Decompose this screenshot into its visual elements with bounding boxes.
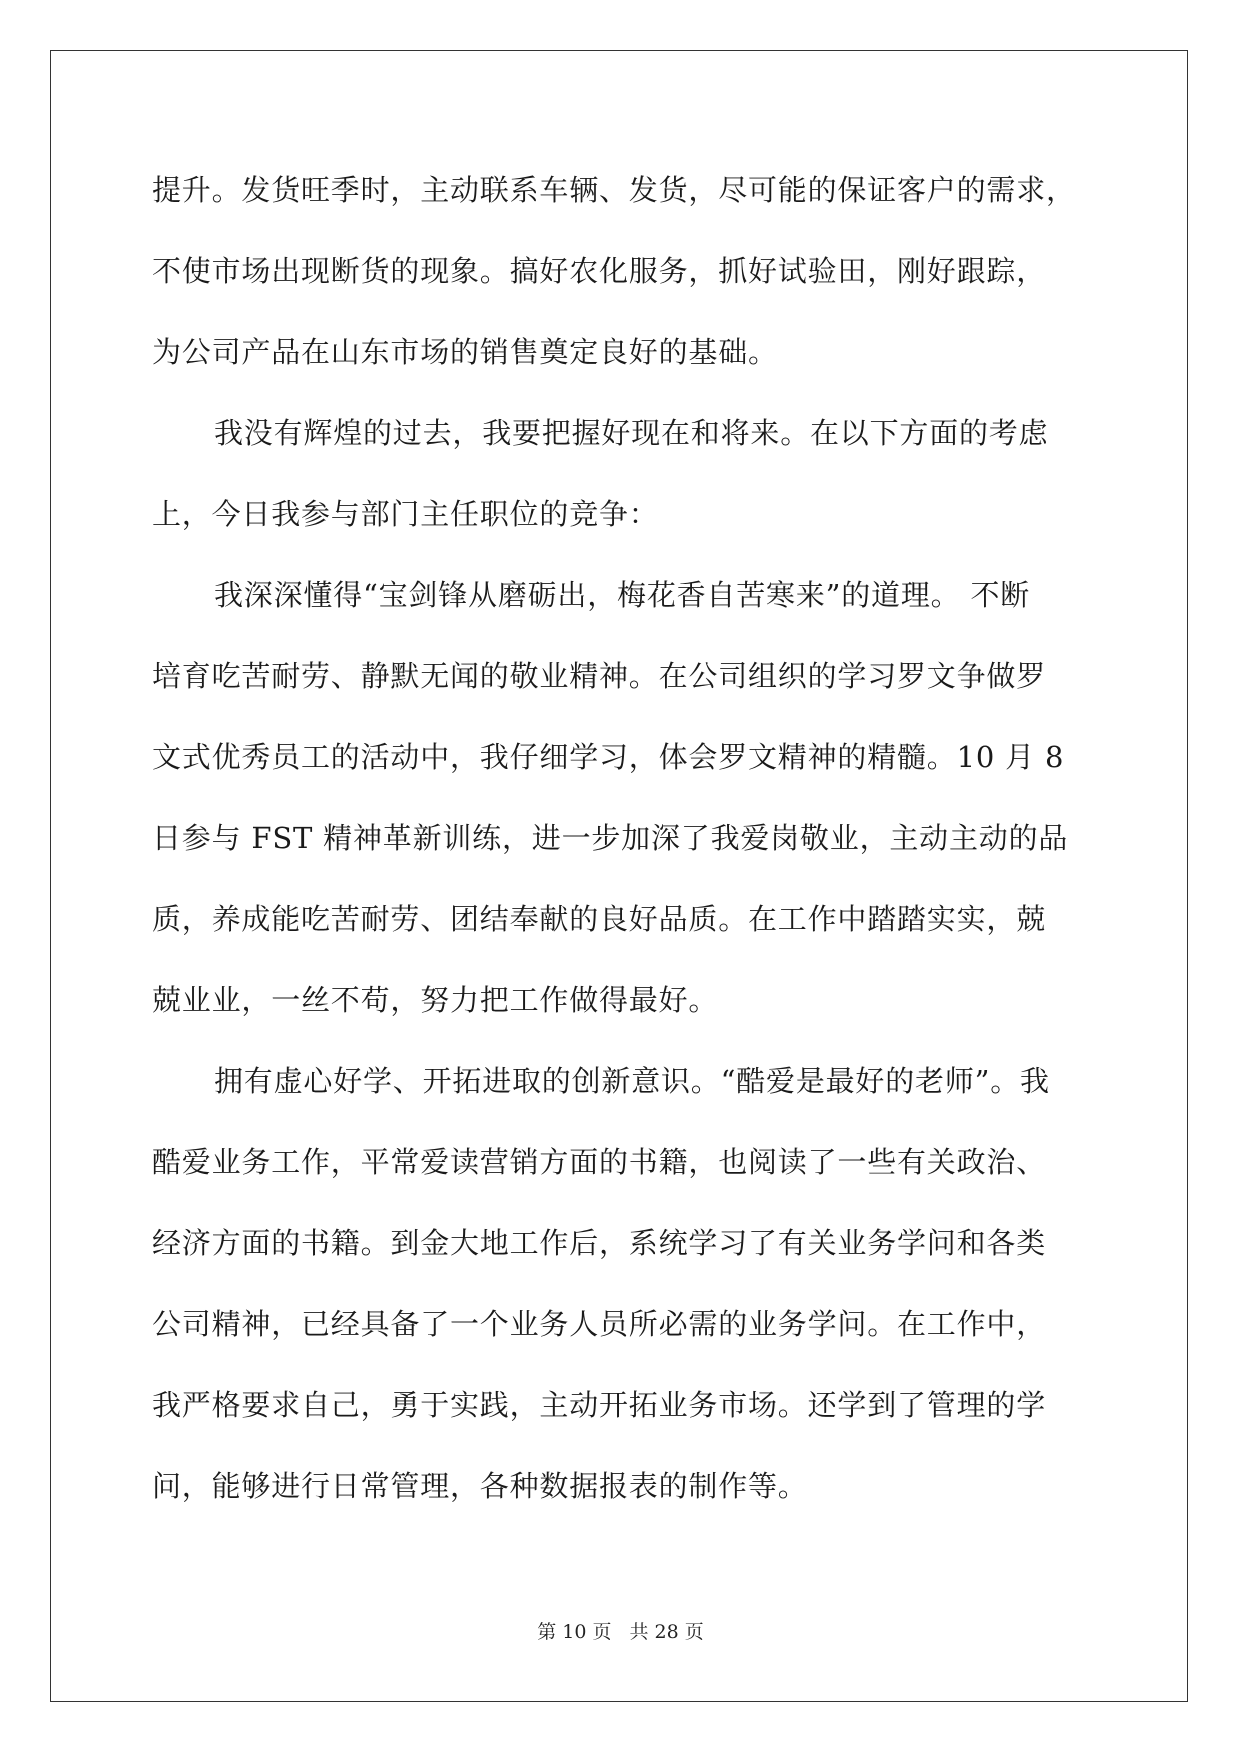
- text-line: 文式优秀员工的活动中，我仔细学习，体会罗文精神的精髓。10 月 8: [152, 740, 1065, 774]
- text-line: 我严格要求自己，勇于实践，主动开拓业务市场。还学到了管理的学: [152, 1388, 1047, 1422]
- text-line: 质，养成能吃苦耐劳、团结奉献的良好品质。在工作中踏踏实实，兢: [152, 902, 1047, 936]
- text-line: 上，今日我参与部门主任职位的竞争：: [152, 497, 659, 531]
- text-line: 经济方面的书籍。到金大地工作后，系统学习了有关业务学问和各类: [152, 1226, 1047, 1260]
- text-line: 提升。发货旺季时，主动联系车辆、发货，尽可能的保证客户的需求，: [152, 173, 1076, 207]
- text-line: 我没有辉煌的过去，我要把握好现在和将来。在以下方面的考虑: [214, 416, 1049, 450]
- text-line: 为公司产品在山东市场的销售奠定良好的基础。: [152, 335, 778, 369]
- page-footer: [0, 1617, 1241, 1644]
- text-line: 不使市场出现断货的现象。搞好农化服务，抓好试验田，刚好跟踪，: [152, 254, 1047, 288]
- text-line: 问，能够进行日常管理，各种数据报表的制作等。: [152, 1469, 808, 1503]
- text-line: 拥有虚心好学、开拓进取的创新意识。“酷爱是最好的老师”。我: [214, 1064, 1050, 1098]
- page-total: 共 28 页: [629, 1621, 704, 1643]
- text-line: 酷爱业务工作，平常爱读营销方面的书籍，也阅读了一些有关政治、: [152, 1145, 1047, 1179]
- document-body: [152, 150, 1092, 1527]
- text-line: 日参与 FST 精神革新训练，进一步加深了我爱岗敬业，主动主动的品: [152, 821, 1069, 855]
- page-number: 第 10 页: [537, 1621, 612, 1643]
- text-line: 兢业业，一丝不苟，努力把工作做得最好。: [152, 983, 719, 1017]
- text-line: 培育吃苦耐劳、静默无闻的敬业精神。在公司组织的学习罗文争做罗: [152, 659, 1047, 693]
- text-line: 我深深懂得“宝剑锋从磨砺出，梅花香自苦寒来”的道理。 不断: [214, 578, 1031, 612]
- text-line: 公司精神，已经具备了一个业务人员所必需的业务学问。在工作中，: [152, 1307, 1047, 1341]
